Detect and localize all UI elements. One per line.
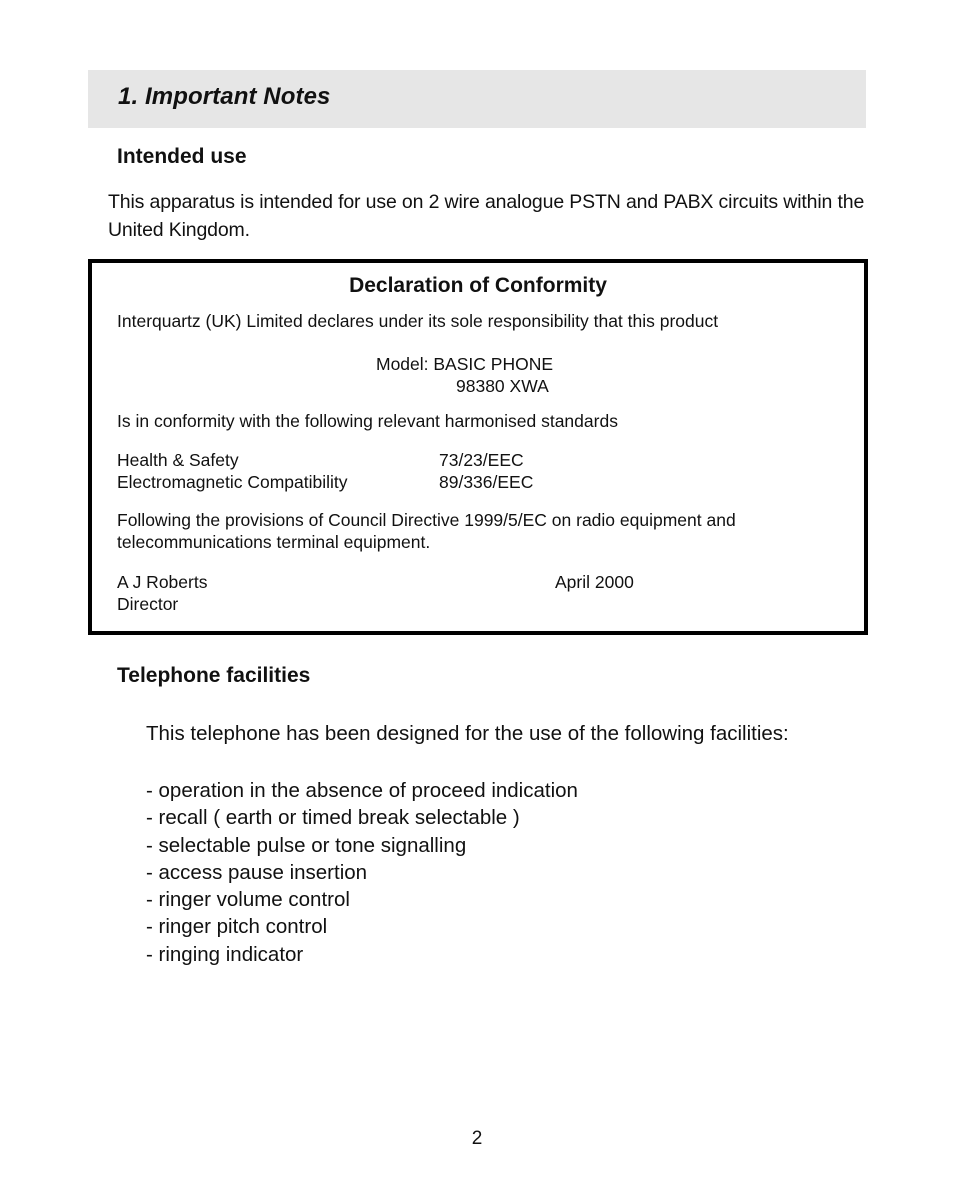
model-line: Model: BASIC PHONE xyxy=(376,354,553,374)
intended-use-text: This apparatus is intended for use on 2 wire analogue PSTN and PABX circuits within the United Kingdom. xyxy=(108,191,865,241)
facilities-list xyxy=(146,777,578,968)
intended-use-heading: Intended use xyxy=(117,145,247,168)
list-item: - selectable pulse or tone signalling xyxy=(146,833,467,857)
standard-row xyxy=(117,471,534,493)
list-item: - ringing indicator xyxy=(146,942,304,966)
list-item: - operation in the absence of proceed indication xyxy=(146,779,578,802)
standard-code: 73/23/EEC xyxy=(439,450,524,470)
section-title-band xyxy=(88,70,866,128)
standard-name: Health & Safety xyxy=(117,450,239,470)
conformity-statement: Is in conformity with the following relevant harmonised standards xyxy=(117,411,618,431)
signatory-role: Director xyxy=(117,594,179,614)
declaration-date: April 2000 xyxy=(555,572,634,592)
declaration-of-conformity-box xyxy=(88,259,868,635)
standard-code: 89/336/EEC xyxy=(439,472,534,492)
page-number: 2 xyxy=(471,1128,483,1149)
standard-row xyxy=(117,449,524,471)
standard-name: Electromagnetic Compatibility xyxy=(117,472,348,492)
telephone-facilities-heading: Telephone facilities xyxy=(117,664,311,687)
signature-role-row xyxy=(117,593,178,615)
section-title: 1. Important Notes xyxy=(118,83,331,110)
list-item: - access pause insertion xyxy=(146,860,368,884)
directive-provisions: Following the provisions of Council Directive 1999/5/EC on radio equipment and telecommunications terminal equipment. xyxy=(117,510,736,552)
signatory-name: A J Roberts xyxy=(117,572,208,592)
list-item: - recall ( earth or timed break selectable ) xyxy=(146,806,520,830)
model-code: 98380 XWA xyxy=(456,376,549,396)
list-item: - ringer pitch control xyxy=(146,915,328,939)
declaration-title: Declaration of Conformity xyxy=(349,274,607,297)
signature-row xyxy=(117,571,634,593)
declaration-statement: Interquartz (UK) Limited declares under its sole responsibility that this product xyxy=(117,311,719,331)
list-item: - ringer volume control xyxy=(146,888,350,912)
telephone-facilities-intro: This telephone has been designed for the use of the following facilities: xyxy=(146,722,789,745)
